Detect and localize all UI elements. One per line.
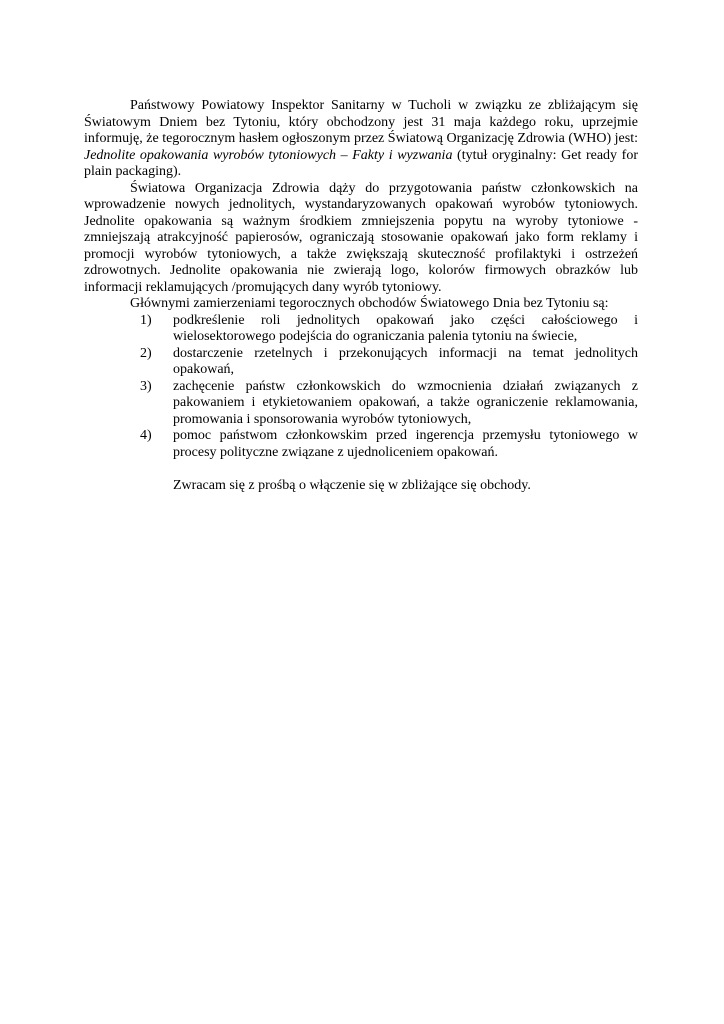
list-item-number: 4) — [140, 428, 152, 443]
list-item — [140, 379, 638, 429]
who-paragraph: Światowa Organizacja Zdrowia dąży do przygotowania państw członkowskich na wprowadzenie nowych jednolitych, wystandaryzowanych opakowań wyrobów tytoniowych. Jednolite opakowania są ważnym środkiem zmniejszenia popytu na wyroby tytoniowe - zmniejszają atrakcyjność papierosów, ograniczają stosowanie opakowań jako form reklamy i promocji wyrobów tytoniowych, a także zwiększają skuteczność profilaktyki i ostrzeżeń zdrowotnych. Jednolite opakowania nie zwierają logo, kolorów firmowych obrazków lub informacji reklamujących /promujących dany wyrób tytoniowy. — [84, 180, 638, 295]
list-item-text: pomoc państwom członkowskim przed ingerencja przemysłu tytoniowego w procesy polityczne związane z ujednoliceniem opakowań. — [173, 428, 638, 460]
list-item-number: 3) — [140, 378, 152, 394]
closing-sentence: Zwracam się z prośbą o włączenie się w zbliżające się obchody. — [173, 478, 531, 493]
list-item-number: 1) — [140, 312, 152, 328]
list-item-text: podkreślenie roli jednolitych opakowań jako części całościowego i wielosektorowego podejścia do ograniczania palenia tytoniu na świecie, — [173, 312, 638, 344]
document-page — [84, 98, 638, 495]
list-item-text: dostarczenie rzetelnych i przekonujących informacji na temat jednolitych opakowań, — [173, 345, 638, 377]
intro-original-title: (tytuł oryginalny: Get ready for plain packaging). — [84, 147, 638, 179]
list-item — [140, 428, 638, 461]
list-item-text: zachęcenie państw członkowskich do wzmocnienia działań związanych z pakowaniem i etykietowaniem opakowań, a także ograniczenie reklamowania, promowania i sponsorowania wyrobów tytoniowych, — [173, 378, 638, 427]
intro-text: Państwowy Powiatowy Inspektor Sanitarny w Tucholi w związku ze zbliżającym się Światowym Dniem bez Tytoniu, który obchodzony jest 31 maja każdego roku, uprzejmie informuję, że tegorocznym hasłem ogłoszonym przez Światową Organizację Zdrowia (WHO) jest: — [84, 98, 638, 146]
list-item-number: 2) — [140, 345, 152, 361]
intro-paragraph — [84, 98, 638, 181]
list-item — [140, 346, 638, 379]
goals-intro-paragraph: Głównymi zamierzeniami tegorocznych obchodów Światowego Dnia bez Tytoniu są: — [130, 296, 609, 311]
list-item — [140, 313, 638, 346]
campaign-slogan: Jednolite opakowania wyrobów tytoniowych – Fakty i wyzwania — [84, 147, 453, 163]
goals-list — [84, 313, 638, 462]
